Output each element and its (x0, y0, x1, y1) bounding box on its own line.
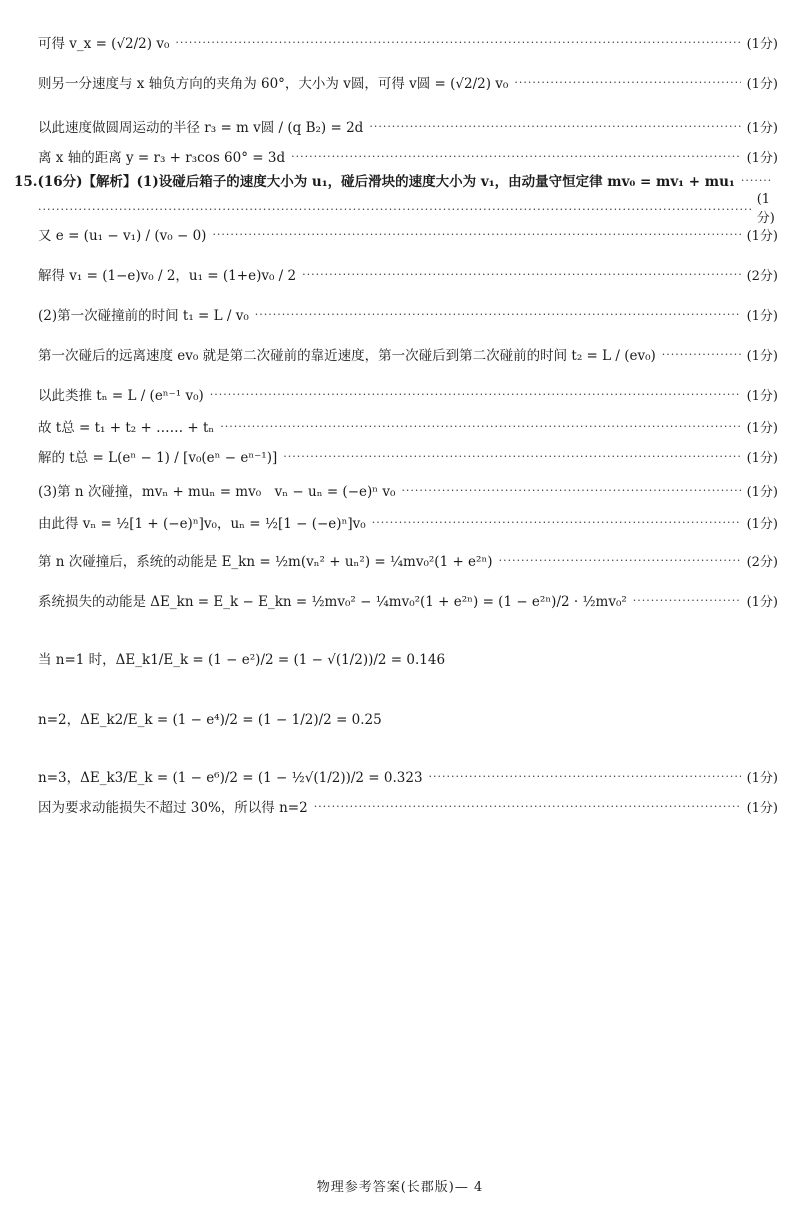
score-label: (1分) (746, 484, 778, 500)
score-label: (1分) (746, 516, 778, 532)
score-label: (1分) (746, 348, 778, 364)
leader-dots (210, 388, 741, 401)
score-label: (2分) (746, 554, 778, 570)
answer-line (38, 708, 778, 728)
line-text: 离 x 轴的距离 y = r₃ + r₃cos 60° = 3d (38, 150, 286, 166)
answer-line (38, 32, 778, 52)
answer-line (38, 146, 778, 166)
leader-dots (38, 203, 751, 216)
answer-line (38, 480, 778, 500)
score-label: (1分) (746, 36, 778, 52)
score-label: (1分) (756, 192, 775, 226)
answer-line (38, 590, 778, 610)
leader-dots (175, 36, 740, 49)
line-text: 以此类推 tₙ = L / (eⁿ⁻¹ v₀) (38, 388, 204, 404)
leader-dots (369, 120, 740, 133)
answer-line (38, 264, 778, 284)
leader-dots (372, 516, 741, 529)
score-label: (1分) (746, 308, 778, 324)
question-heading-line (14, 170, 778, 190)
score-label: (2分) (746, 268, 778, 284)
answer-line (38, 648, 778, 668)
line-text: (3)第 n 次碰撞，mvₙ + muₙ = mv₀ vₙ − uₙ = (−e)ⁿ v₀ (38, 484, 396, 500)
line-text: (2)第一次碰撞前的时间 t₁ = L / v₀ (38, 308, 249, 324)
leader-dots (633, 594, 741, 607)
line-text: 因为要求动能损失不超过 30%，所以得 n=2 (38, 800, 308, 816)
line-text: n=2，ΔE_k2/E_k = (1 − e⁴)/2 = (1 − 1/2)/2 = 0.25 (38, 712, 382, 728)
leader-dots (429, 770, 741, 783)
score-label: (1分) (746, 388, 778, 404)
line-text: 由此得 vₙ = ½[1 + (−e)ⁿ]v₀，uₙ = ½[1 − (−e)ⁿ]v₀ (38, 516, 366, 532)
score-label: (1分) (746, 770, 778, 786)
leader-dots (314, 800, 741, 813)
leader-dots (220, 420, 740, 433)
answer-line (38, 72, 778, 92)
continuation-score-line (38, 192, 778, 226)
line-text: 当 n=1 时，ΔE_k1/E_k = (1 − e²)/2 = (1 − √(1/2))/2 = 0.146 (38, 652, 446, 668)
line-text: 可得 v_x = (√2/2) v₀ (38, 36, 170, 52)
score-label: (1分) (746, 76, 778, 92)
page-footer: 物理参考答案(长郡版)— 4 (316, 1180, 484, 1195)
line-text: 故 t总 = t₁ + t₂ + …… + tₙ (38, 420, 215, 436)
answer-line (38, 512, 778, 532)
score-label: (1分) (746, 594, 778, 610)
line-text: n=3，ΔE_k3/E_k = (1 − e⁶)/2 = (1 − ½√(1/2))/2 = 0.323 (38, 770, 423, 786)
score-label: (1分) (746, 450, 778, 466)
leader-dots (499, 554, 741, 567)
question-15-text: 15.(16分)【解析】(1)设碰后箱子的速度大小为 u₁，碰后滑块的速度大小为 v₁，由动量守恒定律 mv₀ = mv₁ + mu₁ (14, 174, 735, 190)
answer-line (38, 416, 778, 436)
answer-line (38, 384, 778, 404)
answer-line (38, 766, 778, 786)
answer-line (38, 224, 778, 244)
answer-line (38, 446, 778, 466)
score-label: (1分) (746, 120, 778, 136)
score-label: (1分) (746, 150, 778, 166)
answer-line (38, 796, 778, 816)
leader-dots (741, 174, 772, 187)
line-text: 解得 v₁ = (1−e)v₀ / 2，u₁ = (1+e)v₀ / 2 (38, 268, 297, 284)
score-label: (1分) (746, 228, 778, 244)
leader-dots (662, 348, 741, 361)
answer-line (38, 550, 778, 570)
line-text: 则另一分速度与 x 轴负方向的夹角为 60°，大小为 v圆，可得 v圆 = (√2/2) v₀ (38, 76, 509, 92)
leader-dots (514, 76, 740, 89)
line-text: 第 n 次碰撞后，系统的动能是 E_kn = ½m(vₙ² + uₙ²) = ¼mv₀²(1 + e²ⁿ) (38, 554, 493, 570)
leader-dots (302, 268, 740, 281)
answer-line (38, 116, 778, 136)
line-text: 又 e = (u₁ − v₁) / (v₀ − 0) (38, 228, 207, 244)
answer-line (38, 344, 778, 364)
leader-dots (283, 450, 740, 463)
answer-line (38, 304, 778, 324)
line-text: 解的 t总 = L(eⁿ − 1) / [v₀(eⁿ − eⁿ⁻¹)] (38, 450, 278, 466)
leader-dots (401, 484, 740, 497)
score-label: (1分) (746, 420, 778, 436)
leader-dots (212, 228, 740, 241)
leader-dots (255, 308, 741, 321)
line-text: 第一次碰后的远离速度 ev₀ 就是第二次碰前的靠近速度，第一次碰后到第二次碰前的时间 t₂ = L / (ev₀) (38, 348, 656, 364)
line-text: 系统损失的动能是 ΔE_kn = E_k − E_kn = ½mv₀² − ¼mv₀²(1 + e²ⁿ) = (1 − e²ⁿ)/2 · ½mv₀² (38, 594, 627, 610)
line-text: 以此速度做圆周运动的半径 r₃ = m v圆 / (q B₂) = 2d (38, 120, 364, 136)
score-label: (1分) (746, 800, 778, 816)
leader-dots (291, 150, 740, 163)
